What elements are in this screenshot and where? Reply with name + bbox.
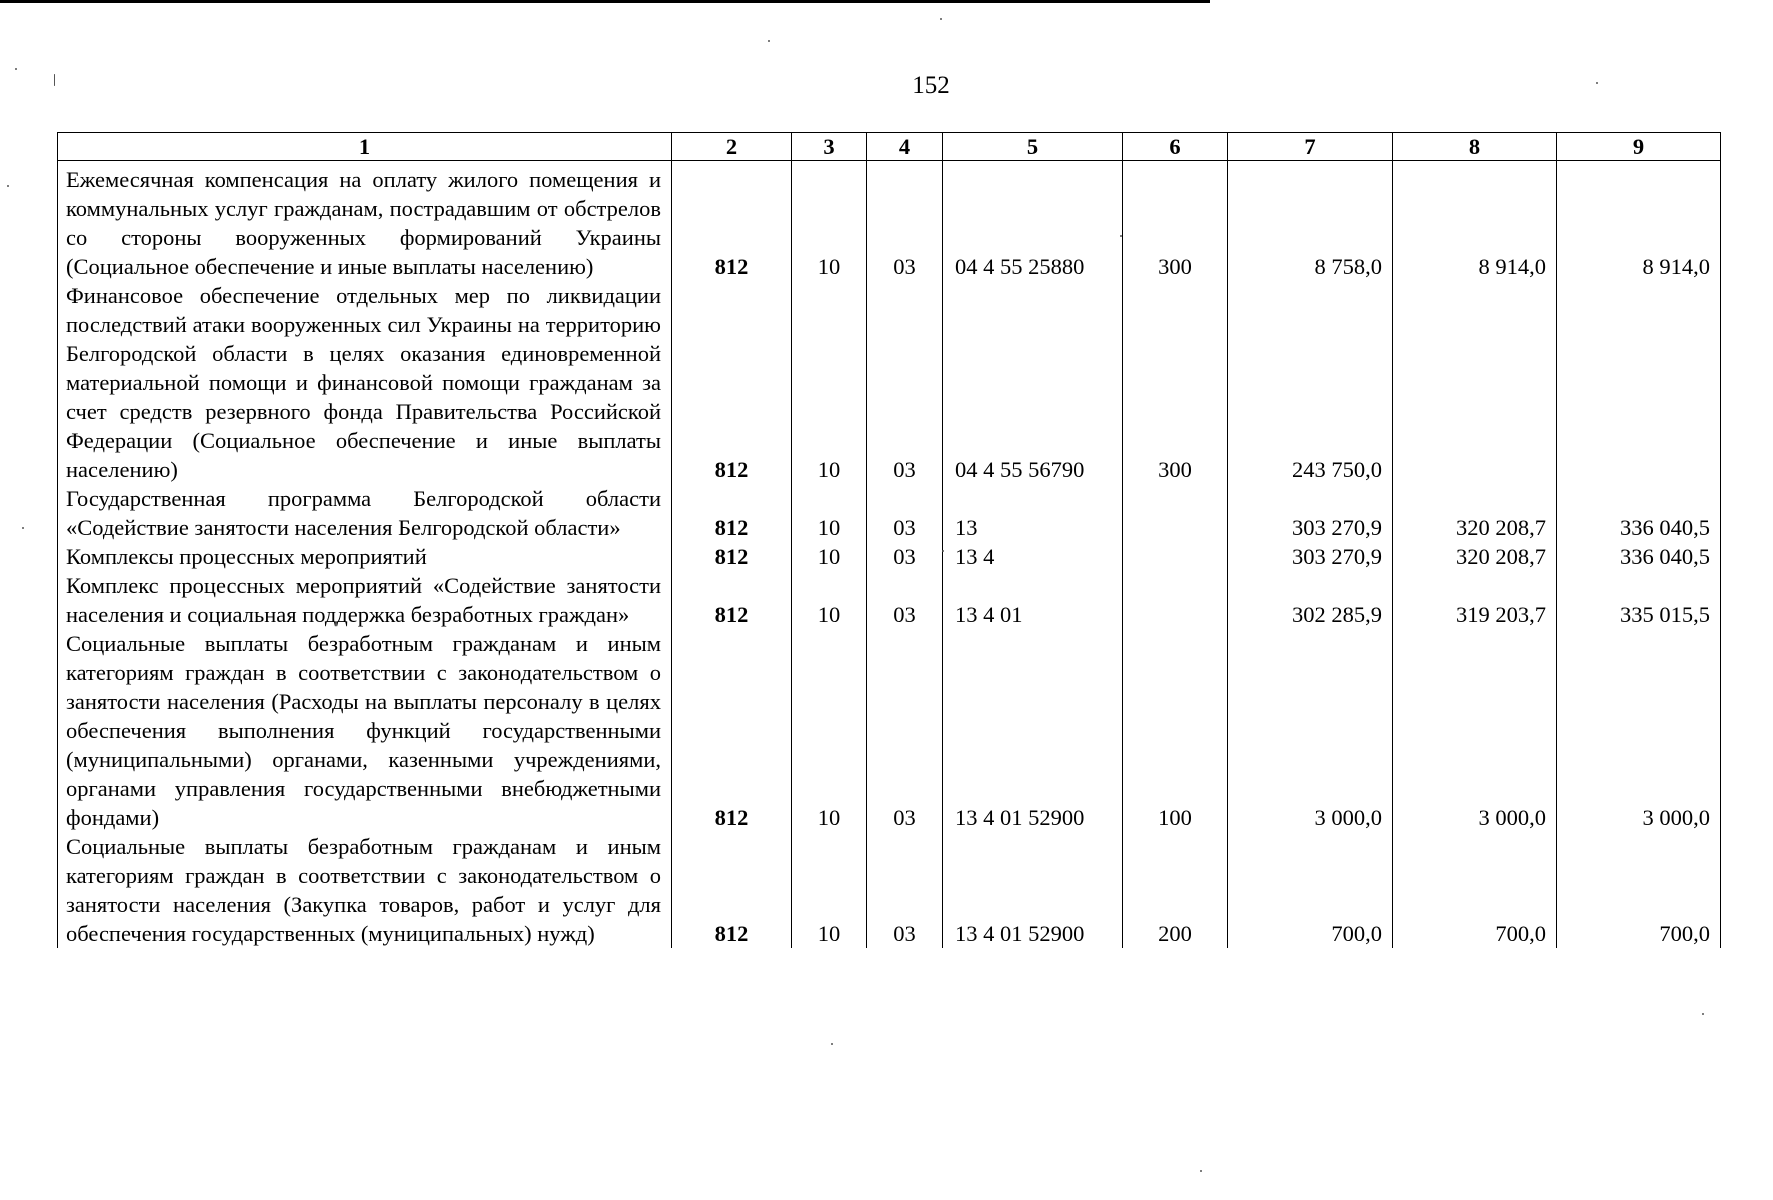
expense-type-code: 100 — [1123, 629, 1228, 832]
expense-type-code: 300 — [1123, 281, 1228, 484]
row-description: Финансовое обеспечение отдельных мер по ликвидации последствий атаки вооруженных сил Украины на территорию Белгородской области в целях оказания единовременной материальной помощи и финансовой помощи гражданам за счет средств резервного фонда Правительства Российской Федерации (Социальное обеспечение и иные выплаты населению) — [58, 281, 672, 484]
column-header: 3 — [792, 133, 867, 161]
target-article-code: 13 4 — [943, 542, 1123, 571]
subsection-code: 03 — [867, 571, 943, 629]
top-border-line — [0, 0, 1210, 3]
amount-year-1: 303 270,9 — [1228, 484, 1393, 542]
column-header: 9 — [1557, 133, 1721, 161]
target-article-code: 04 4 55 25880 — [943, 161, 1123, 282]
expense-type-code — [1123, 542, 1228, 571]
scan-speck — [54, 74, 55, 86]
header-row — [58, 133, 1721, 161]
scan-speck — [1702, 1013, 1704, 1015]
subsection-code: 03 — [867, 542, 943, 571]
table-row — [58, 281, 1721, 484]
section-code: 10 — [792, 161, 867, 282]
amount-year-2: 8 914,0 — [1393, 161, 1557, 282]
scan-speck — [22, 527, 24, 529]
scan-speck — [831, 1043, 833, 1045]
amount-year-1: 700,0 — [1228, 832, 1393, 948]
subsection-code: 03 — [867, 629, 943, 832]
subsection-code: 03 — [867, 832, 943, 948]
expense-type-code — [1123, 571, 1228, 629]
scan-speck — [768, 40, 770, 42]
amount-year-3 — [1557, 281, 1721, 484]
table-row — [58, 542, 1721, 571]
section-code: 10 — [792, 542, 867, 571]
amount-year-2: 319 203,7 — [1393, 571, 1557, 629]
column-header: 2 — [672, 133, 792, 161]
amount-year-2: 3 000,0 — [1393, 629, 1557, 832]
subsection-code: 03 — [867, 281, 943, 484]
ministry-code: 812 — [672, 161, 792, 282]
row-description: Социальные выплаты безработным гражданам и иным категориям граждан в соответствии с законодательством о занятости населения (Расходы на выплаты персоналу в целях обеспечения выполнения функций государственными (муниципальными) органами, казенными учреждениями, органами управления государственными внебюджетными фондами) — [58, 629, 672, 832]
amount-year-3: 336 040,5 — [1557, 484, 1721, 542]
page-number: 152 — [912, 72, 950, 99]
ministry-code: 812 — [672, 542, 792, 571]
target-article-code: 13 4 01 52900 — [943, 832, 1123, 948]
scan-speck — [15, 68, 17, 70]
section-code: 10 — [792, 484, 867, 542]
amount-year-1: 8 758,0 — [1228, 161, 1393, 282]
section-code: 10 — [792, 629, 867, 832]
amount-year-2: 320 208,7 — [1393, 542, 1557, 571]
scan-speck — [942, 550, 944, 552]
expense-type-code: 200 — [1123, 832, 1228, 948]
ministry-code: 812 — [672, 571, 792, 629]
table-row — [58, 484, 1721, 542]
scan-speck — [7, 185, 9, 187]
ministry-code: 812 — [672, 832, 792, 948]
ministry-code: 812 — [672, 281, 792, 484]
section-code: 10 — [792, 281, 867, 484]
column-header: 4 — [867, 133, 943, 161]
scan-speck — [1596, 82, 1598, 84]
amount-year-2: 700,0 — [1393, 832, 1557, 948]
target-article-code: 04 4 55 56790 — [943, 281, 1123, 484]
amount-year-3: 336 040,5 — [1557, 542, 1721, 571]
section-code: 10 — [792, 571, 867, 629]
amount-year-1: 243 750,0 — [1228, 281, 1393, 484]
amount-year-2: 320 208,7 — [1393, 484, 1557, 542]
target-article-code: 13 4 01 52900 — [943, 629, 1123, 832]
table-row — [58, 571, 1721, 629]
subsection-code: 03 — [867, 484, 943, 542]
expense-type-code: 300 — [1123, 161, 1228, 282]
section-code: 10 — [792, 832, 867, 948]
scan-speck — [940, 18, 942, 20]
ministry-code: 812 — [672, 484, 792, 542]
row-description: Комплексы процессных мероприятий — [58, 542, 672, 571]
column-header: 1 — [58, 133, 672, 161]
amount-year-1: 303 270,9 — [1228, 542, 1393, 571]
row-description: Государственная программа Белгородской области «Содействие занятости населения Белгородской области» — [58, 484, 672, 542]
budget-table — [57, 132, 1721, 948]
subsection-code: 03 — [867, 161, 943, 282]
amount-year-2 — [1393, 281, 1557, 484]
column-header: 5 — [943, 133, 1123, 161]
table-row — [58, 629, 1721, 832]
amount-year-3: 3 000,0 — [1557, 629, 1721, 832]
amount-year-3: 700,0 — [1557, 832, 1721, 948]
scan-speck — [1200, 1170, 1202, 1172]
amount-year-1: 302 285,9 — [1228, 571, 1393, 629]
column-header: 6 — [1123, 133, 1228, 161]
amount-year-3: 8 914,0 — [1557, 161, 1721, 282]
row-description: Ежемесячная компенсация на оплату жилого помещения и коммунальных услуг гражданам, пострадавшим от обстрелов со стороны вооруженных формирований Украины (Социальное обеспечение и иные выплаты населению) — [58, 161, 672, 282]
ministry-code: 812 — [672, 629, 792, 832]
column-header: 7 — [1228, 133, 1393, 161]
row-description: Комплекс процессных мероприятий «Содействие занятости населения и социальная поддержка безработных граждан» — [58, 571, 672, 629]
table-row — [58, 161, 1721, 282]
scan-speck — [1120, 235, 1122, 237]
expense-type-code — [1123, 484, 1228, 542]
row-description: Социальные выплаты безработным гражданам и иным категориям граждан в соответствии с законодательством о занятости населения (Закупка товаров, работ и услуг для обеспечения государственных (муниципальных) нужд) — [58, 832, 672, 948]
amount-year-1: 3 000,0 — [1228, 629, 1393, 832]
amount-year-3: 335 015,5 — [1557, 571, 1721, 629]
table-row — [58, 832, 1721, 948]
target-article-code: 13 — [943, 484, 1123, 542]
column-header: 8 — [1393, 133, 1557, 161]
target-article-code: 13 4 01 — [943, 571, 1123, 629]
